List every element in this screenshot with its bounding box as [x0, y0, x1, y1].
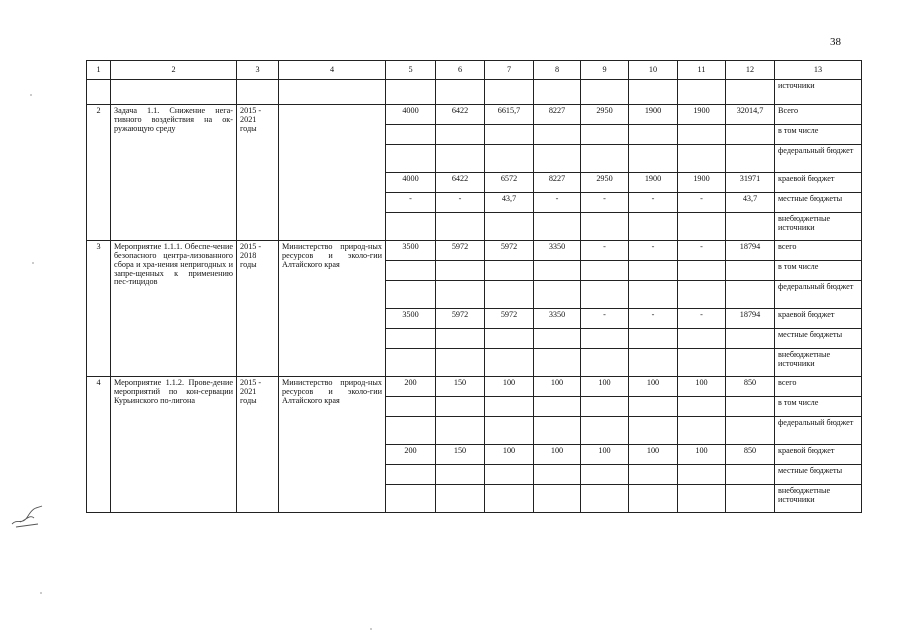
value-cell	[436, 329, 485, 349]
value-cell	[386, 261, 436, 281]
value-cell	[678, 465, 726, 485]
value-cell	[534, 349, 581, 377]
funding-source-cell: источники	[775, 80, 862, 105]
value-cell: 31971	[726, 173, 775, 193]
value-cell	[629, 397, 678, 417]
value-cell	[485, 397, 534, 417]
value-cell	[485, 125, 534, 145]
executor-cell	[279, 105, 386, 241]
value-cell	[534, 485, 581, 513]
value-cell: 6422	[436, 105, 485, 125]
value-cell	[581, 397, 629, 417]
value-cell	[534, 145, 581, 173]
period-cell: 2015 - 2021 годы	[237, 377, 279, 513]
value-cell	[436, 145, 485, 173]
empty-cell	[386, 80, 436, 105]
table-row	[87, 105, 862, 125]
value-cell: 100	[534, 445, 581, 465]
value-cell	[485, 213, 534, 241]
header-cell: 11	[678, 61, 726, 80]
value-cell: 200	[386, 445, 436, 465]
value-cell: 5972	[485, 241, 534, 261]
header-cell: 2	[111, 61, 237, 80]
value-cell: 6422	[436, 173, 485, 193]
value-cell	[386, 465, 436, 485]
header-cell: 10	[629, 61, 678, 80]
funding-source-cell: федеральный бюджет	[775, 145, 862, 173]
value-cell	[726, 485, 775, 513]
value-cell	[436, 397, 485, 417]
value-cell	[534, 329, 581, 349]
value-cell: 32014,7	[726, 105, 775, 125]
value-cell	[485, 329, 534, 349]
empty-cell	[87, 80, 111, 105]
value-cell	[436, 349, 485, 377]
value-cell	[485, 145, 534, 173]
value-cell: 100	[629, 377, 678, 397]
value-cell	[629, 485, 678, 513]
value-cell	[629, 417, 678, 445]
value-cell: 5972	[436, 241, 485, 261]
value-cell	[581, 465, 629, 485]
value-cell: 43,7	[485, 193, 534, 213]
value-cell	[386, 125, 436, 145]
funding-source-cell: в том числе	[775, 125, 862, 145]
value-cell	[726, 281, 775, 309]
value-cell	[726, 213, 775, 241]
header-cell: 13	[775, 61, 862, 80]
value-cell: 850	[726, 377, 775, 397]
value-cell: 200	[386, 377, 436, 397]
value-cell	[581, 261, 629, 281]
header-cell: 12	[726, 61, 775, 80]
funding-source-cell: местные бюджеты	[775, 329, 862, 349]
value-cell	[485, 417, 534, 445]
value-cell	[678, 349, 726, 377]
empty-cell	[726, 80, 775, 105]
header-cell: 8	[534, 61, 581, 80]
empty-cell	[581, 80, 629, 105]
row-number-cell: 2	[87, 105, 111, 241]
value-cell	[485, 261, 534, 281]
value-cell	[629, 281, 678, 309]
value-cell	[436, 465, 485, 485]
value-cell	[678, 397, 726, 417]
value-cell	[485, 281, 534, 309]
scan-speck	[30, 94, 32, 96]
value-cell: -	[581, 193, 629, 213]
value-cell: 100	[678, 445, 726, 465]
scan-speck	[40, 592, 42, 594]
value-cell: 150	[436, 377, 485, 397]
value-cell: 1900	[678, 105, 726, 125]
value-cell: -	[436, 193, 485, 213]
header-cell: 7	[485, 61, 534, 80]
value-cell	[678, 261, 726, 281]
value-cell: 3350	[534, 309, 581, 329]
value-cell: 4000	[386, 173, 436, 193]
value-cell	[726, 145, 775, 173]
value-cell	[436, 281, 485, 309]
value-cell	[678, 329, 726, 349]
value-cell	[726, 465, 775, 485]
value-cell: 43,7	[726, 193, 775, 213]
scan-speck	[32, 262, 34, 264]
funding-source-cell: федеральный бюджет	[775, 281, 862, 309]
value-cell	[485, 465, 534, 485]
funding-source-cell: внебюджетные источники	[775, 349, 862, 377]
value-cell: 100	[629, 445, 678, 465]
page-number: 38	[830, 36, 841, 48]
item-name-cell: Мероприятие 1.1.2. Прове-дение мероприятий по кон-сервации Курьинского по-лигона	[111, 377, 237, 513]
value-cell	[581, 349, 629, 377]
header-cell: 3	[237, 61, 279, 80]
value-cell: -	[678, 309, 726, 329]
value-cell	[678, 145, 726, 173]
value-cell	[386, 397, 436, 417]
value-cell	[726, 349, 775, 377]
funding-source-cell: всего	[775, 241, 862, 261]
value-cell	[436, 125, 485, 145]
value-cell: 3500	[386, 309, 436, 329]
value-cell: -	[629, 309, 678, 329]
item-name-cell: Задача 1.1. Снижение нега-тивного воздействия на ок-ружающую среду	[111, 105, 237, 241]
value-cell: -	[386, 193, 436, 213]
value-cell: 3500	[386, 241, 436, 261]
value-cell: -	[534, 193, 581, 213]
value-cell	[678, 213, 726, 241]
value-cell: 100	[678, 377, 726, 397]
header-cell: 9	[581, 61, 629, 80]
value-cell: -	[629, 241, 678, 261]
value-cell: -	[581, 309, 629, 329]
funding-source-cell: Всего	[775, 105, 862, 125]
row-number-cell: 3	[87, 241, 111, 377]
value-cell	[726, 417, 775, 445]
header-cell: 4	[279, 61, 386, 80]
value-cell	[386, 281, 436, 309]
value-cell	[386, 329, 436, 349]
value-cell	[386, 485, 436, 513]
row-number-cell: 4	[87, 377, 111, 513]
value-cell	[629, 213, 678, 241]
funding-source-cell: федеральный бюджет	[775, 417, 862, 445]
value-cell	[386, 349, 436, 377]
value-cell: 100	[534, 377, 581, 397]
value-cell	[534, 465, 581, 485]
executor-cell: Министерство природ-ных ресурсов и эколо-гии Алтайского края	[279, 241, 386, 377]
value-cell	[629, 261, 678, 281]
value-cell: 5972	[485, 309, 534, 329]
value-cell: 6572	[485, 173, 534, 193]
value-cell	[726, 329, 775, 349]
value-cell	[678, 125, 726, 145]
value-cell	[436, 261, 485, 281]
value-cell: 8227	[534, 173, 581, 193]
funding-source-cell: краевой бюджет	[775, 445, 862, 465]
value-cell	[485, 349, 534, 377]
funding-source-cell: внебюджетные источники	[775, 213, 862, 241]
value-cell	[726, 125, 775, 145]
funding-source-cell: краевой бюджет	[775, 173, 862, 193]
value-cell: 100	[581, 445, 629, 465]
empty-cell	[279, 80, 386, 105]
value-cell: -	[678, 241, 726, 261]
value-cell	[386, 417, 436, 445]
value-cell: 1900	[629, 105, 678, 125]
header-cell: 1	[87, 61, 111, 80]
funding-source-cell: в том числе	[775, 397, 862, 417]
value-cell	[629, 145, 678, 173]
value-cell: 4000	[386, 105, 436, 125]
value-cell: 18794	[726, 309, 775, 329]
empty-cell	[485, 80, 534, 105]
value-cell	[629, 349, 678, 377]
empty-cell	[111, 80, 237, 105]
value-cell	[436, 417, 485, 445]
empty-cell	[534, 80, 581, 105]
value-cell	[581, 281, 629, 309]
value-cell	[581, 417, 629, 445]
value-cell	[629, 465, 678, 485]
value-cell	[581, 145, 629, 173]
value-cell	[534, 281, 581, 309]
value-cell	[436, 213, 485, 241]
period-cell: 2015 - 2021 годы	[237, 105, 279, 241]
value-cell: 8227	[534, 105, 581, 125]
scan-speck	[370, 628, 372, 630]
table-row	[87, 241, 862, 261]
empty-cell	[678, 80, 726, 105]
funding-source-cell: в том числе	[775, 261, 862, 281]
value-cell	[436, 485, 485, 513]
value-cell	[629, 329, 678, 349]
value-cell	[581, 485, 629, 513]
value-cell	[726, 397, 775, 417]
carry-over-row	[87, 80, 862, 105]
value-cell	[534, 417, 581, 445]
empty-cell	[237, 80, 279, 105]
item-name-cell: Мероприятие 1.1.1. Обеспе-чение безопасного центра-лизованного сбора и хра-нения непригодных и запре-щенных к применению пес-тицидов	[111, 241, 237, 377]
value-cell: 18794	[726, 241, 775, 261]
value-cell	[581, 125, 629, 145]
value-cell: 5972	[436, 309, 485, 329]
table-row	[87, 377, 862, 397]
handwritten-signature	[8, 500, 50, 530]
funding-source-cell: внебюджетные источники	[775, 485, 862, 513]
value-cell	[485, 485, 534, 513]
funding-source-cell: краевой бюджет	[775, 309, 862, 329]
value-cell	[678, 281, 726, 309]
budget-table	[86, 60, 862, 513]
value-cell: 2950	[581, 105, 629, 125]
empty-cell	[629, 80, 678, 105]
value-cell	[534, 261, 581, 281]
executor-cell: Министерство природ-ных ресурсов и эколо-гии Алтайского края	[279, 377, 386, 513]
value-cell: 850	[726, 445, 775, 465]
value-cell: -	[581, 241, 629, 261]
value-cell: 100	[485, 445, 534, 465]
funding-source-cell: всего	[775, 377, 862, 397]
value-cell	[581, 213, 629, 241]
value-cell: -	[678, 193, 726, 213]
empty-cell	[436, 80, 485, 105]
value-cell	[629, 125, 678, 145]
value-cell: 100	[485, 377, 534, 397]
value-cell: 150	[436, 445, 485, 465]
value-cell: 1900	[629, 173, 678, 193]
period-cell: 2015 - 2018 годы	[237, 241, 279, 377]
funding-source-cell: местные бюджеты	[775, 193, 862, 213]
value-cell	[534, 125, 581, 145]
value-cell	[534, 397, 581, 417]
value-cell: -	[629, 193, 678, 213]
funding-source-cell: местные бюджеты	[775, 465, 862, 485]
value-cell: 1900	[678, 173, 726, 193]
value-cell	[678, 417, 726, 445]
value-cell	[726, 261, 775, 281]
value-cell: 100	[581, 377, 629, 397]
value-cell	[678, 485, 726, 513]
value-cell	[534, 213, 581, 241]
header-cell: 6	[436, 61, 485, 80]
value-cell: 3350	[534, 241, 581, 261]
value-cell	[386, 213, 436, 241]
header-cell: 5	[386, 61, 436, 80]
value-cell	[386, 145, 436, 173]
header-row	[87, 61, 862, 80]
value-cell: 6615,7	[485, 105, 534, 125]
value-cell	[581, 329, 629, 349]
value-cell: 2950	[581, 173, 629, 193]
